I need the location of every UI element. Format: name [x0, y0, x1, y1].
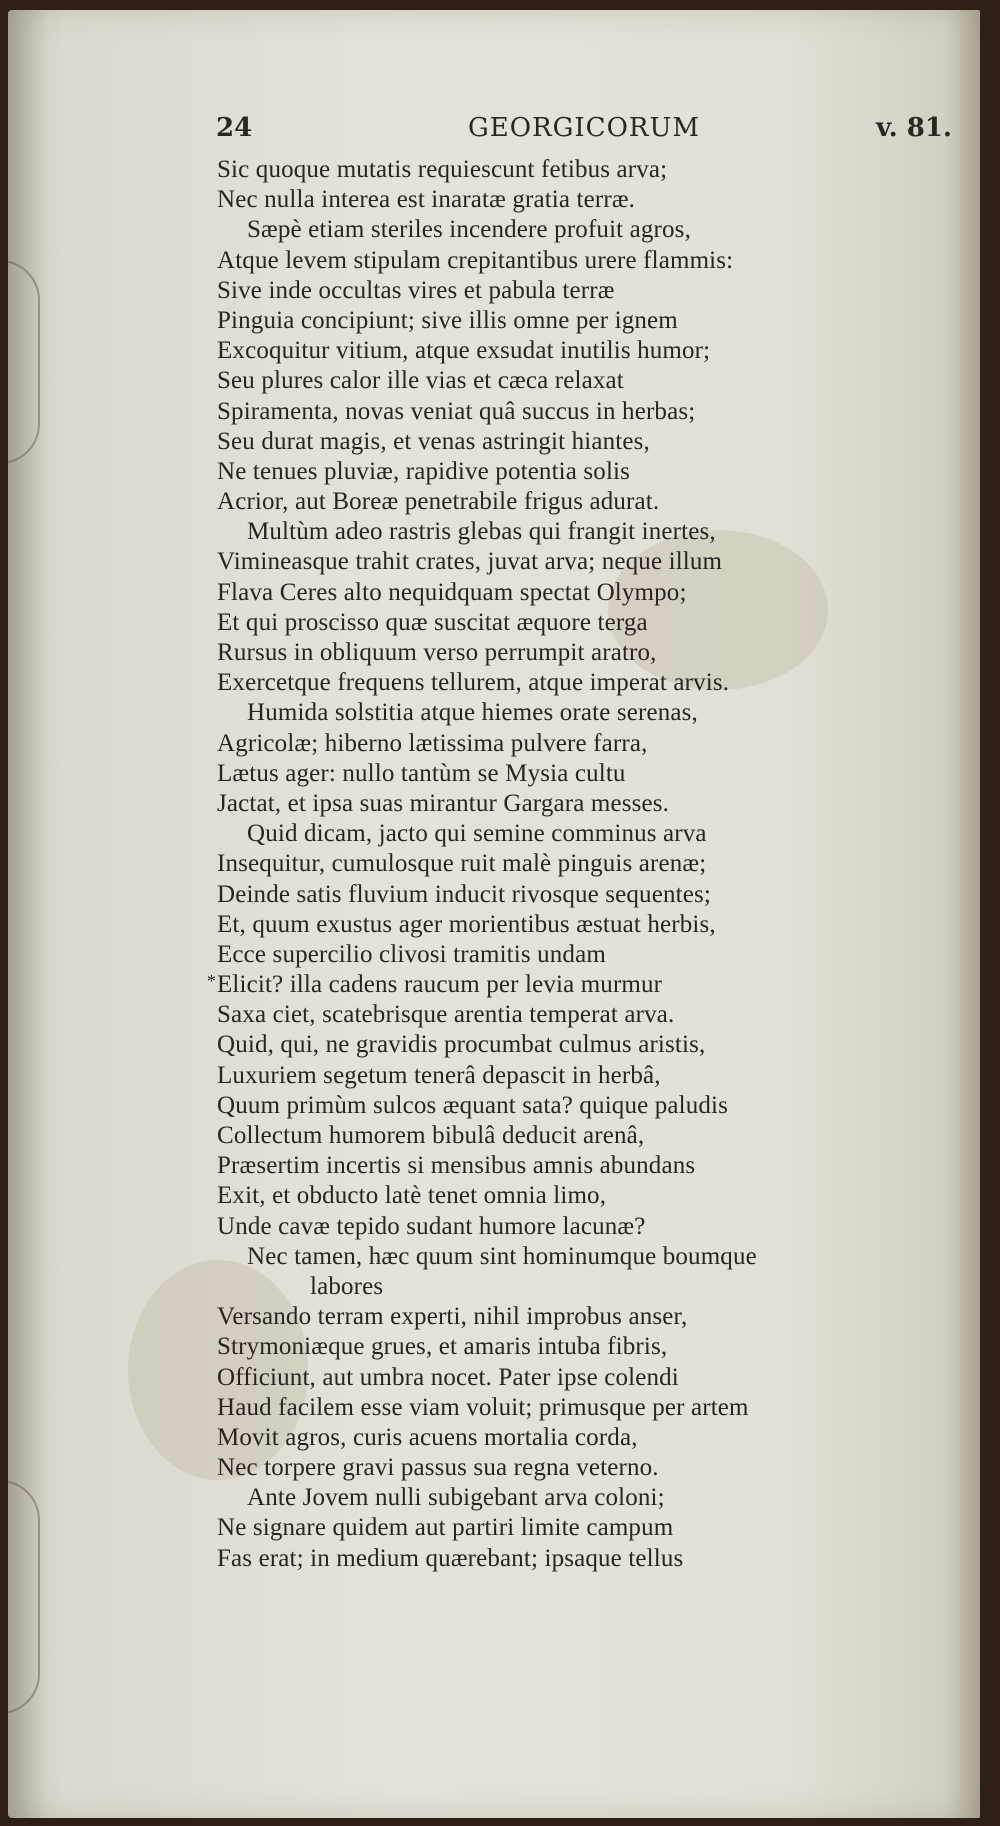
verse-line: Unde cavæ tepido sudant humore lacunæ? — [217, 1212, 646, 1240]
verse-line: Multùm adeo rastris glebas qui frangit inertes, — [247, 518, 716, 546]
verse-line: Haud facilem esse viam voluit; primusque per artem — [217, 1393, 749, 1421]
verse-line: Atque levem stipulam crepitantibus urere flammis: — [217, 246, 734, 274]
verse-line: Acrior, aut Boreæ penetrabile frigus adurat. — [217, 488, 660, 516]
verse-reference: v. 81. — [876, 113, 952, 143]
verse-line: Et qui proscisso quæ suscitat æquore terga — [217, 608, 648, 636]
verse-line: Nec tamen, hæc quum sint hominumque boumque — [247, 1242, 757, 1270]
verse-line: Flava Ceres alto nequidquam spectat Olympo; — [217, 578, 687, 606]
verse-line: Rursus in obliquum verso perrumpit aratro, — [217, 639, 657, 666]
verse-line: Spiramenta, novas veniat quâ succus in herbas; — [217, 397, 696, 425]
verse-line: Lætus ager: nullo tantùm se Mysia cultu — [217, 759, 626, 787]
verse-line: Luxuriem segetum tenerâ depascit in herbâ, — [217, 1061, 661, 1089]
verse-line: Officiunt, aut umbra nocet. Pater ipse colendi — [217, 1363, 679, 1391]
verse-line: Strymoniæque grues, et amaris intuba fibris, — [217, 1333, 668, 1361]
verse-line: * Elicit? illa cadens raucum per levia murmur — [217, 970, 957, 1000]
verse-line: Sæpè etiam steriles incendere profuit agros, — [247, 216, 691, 244]
running-head — [208, 113, 960, 153]
verse-line: Nec nulla interea est inaratæ gratia terræ. — [217, 186, 636, 214]
show-through-bracket — [8, 260, 40, 464]
verse-text-block — [217, 155, 957, 1574]
verse-line: Insequitur, cumulosque ruit malè pinguis arenæ; — [217, 850, 707, 878]
verse-line: Versando terram experti, nihil improbus anser, — [217, 1303, 688, 1331]
verse-line: Quid dicam, jacto qui semine comminus arva — [247, 820, 707, 848]
verse-line: Vimineasque trahit crates, juvat arva; neque illum — [217, 548, 723, 576]
verse-line: Collectum humorem bibulâ deducit arenâ, — [217, 1122, 645, 1149]
verse-line: Jactat, et ipsa suas mirantur Gargara messes. — [217, 789, 669, 817]
verse-line: Sive inde occultas vires et pabula terræ — [217, 276, 615, 304]
page-number: 24 — [216, 113, 253, 143]
verse-line: Ante Jovem nulli subigebant arva coloni; — [247, 1484, 665, 1512]
verse-line: Quid, qui, ne gravidis procumbat culmus aristis, — [217, 1031, 706, 1059]
verse-line: Exercetque frequens tellurem, atque imperat arvis. — [217, 669, 730, 697]
verse-line: Ne signare quidem aut partiri limite campum — [217, 1514, 674, 1542]
verse-line: Saxa ciet, scatebrisque arentia temperat arva. — [217, 1001, 675, 1029]
verse-line: Nec torpere gravi passus sua regna veterno. — [217, 1454, 659, 1482]
verse-line: Præsertim incertis si mensibus amnis abundans — [217, 1152, 696, 1180]
verse-line: Movit agros, curis acuens mortalia corda, — [217, 1423, 638, 1451]
verse-line: Deinde satis fluvium inducit rivosque sequentes; — [217, 880, 711, 908]
running-title: GEORGICORUM — [468, 113, 700, 143]
verse-line: Quum primùm sulcos æquant sata? quique paludis — [217, 1091, 729, 1119]
verse-line: Fas erat; in medium quærebant; ipsaque tellus — [217, 1544, 684, 1572]
verse-line: Agricolæ; hiberno lætissima pulvere farra, — [217, 729, 648, 757]
verse-line: Ecce supercilio clivosi tramitis undam — [217, 940, 606, 968]
verse-line: Excoquitur vitium, atque exsudat inutilis humor; — [217, 337, 711, 365]
verse-line: Et, quum exustus ager morientibus æstuat herbis, — [217, 910, 716, 938]
verse-line: labores — [310, 1272, 384, 1300]
verse-line: Seu plures calor ille vias et cæca relaxat — [217, 367, 624, 395]
verse-line: Sic quoque mutatis requiescunt fetibus arva; — [217, 156, 668, 183]
show-through-bracket — [8, 1480, 40, 1714]
verse-line: Exit, et obducto latè tenet omnia limo, — [217, 1182, 607, 1210]
verse-line: Humida solstitia atque hiemes orate serenas, — [247, 699, 698, 727]
verse-line: Pinguia concipiunt; sive illis omne per ignem — [217, 306, 678, 334]
verse-line: Ne tenues pluviæ, rapidive potentia solis — [217, 457, 631, 485]
verse-line: Seu durat magis, et venas astringit hiantes, — [217, 427, 650, 455]
